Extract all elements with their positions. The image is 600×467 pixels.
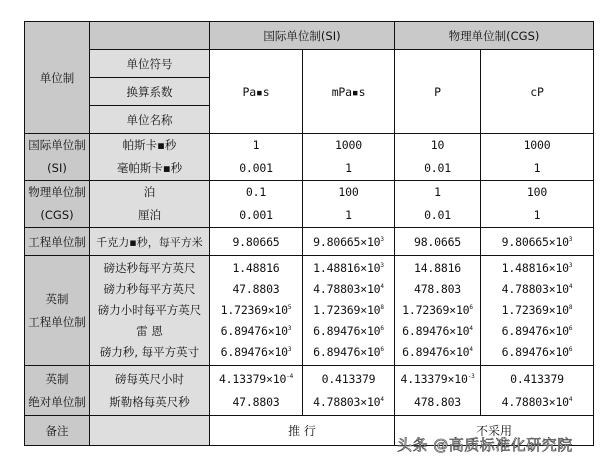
unit-name: 千克力▪秒，每平方米 bbox=[90, 228, 210, 256]
values-mpa-s bbox=[303, 256, 395, 366]
unit-name: 磅力小时每平方英尺 bbox=[97, 303, 202, 317]
value-mpa-s: $9.80665\times 10^3$ bbox=[303, 228, 395, 256]
header-unit-name: 单位名称 bbox=[90, 106, 210, 134]
value-p: 98.0665 bbox=[395, 228, 481, 256]
conversion-value: $6.89476\times 10^6$ bbox=[501, 324, 573, 338]
conversion-value: $4.78803\times 10^4$ bbox=[501, 282, 573, 296]
values-cp: 100 1 bbox=[481, 181, 594, 228]
conversion-value: $6.89476\times 10^4$ bbox=[402, 324, 473, 338]
remarks-blank bbox=[90, 416, 210, 446]
unit-name: 雷 恩 bbox=[136, 324, 163, 338]
conversion-value: $1.72369\times 10^8$ bbox=[501, 303, 573, 317]
values-p: 10 0.01 bbox=[395, 134, 481, 181]
conversion-value: 14.8816 bbox=[413, 261, 462, 275]
values-pa-s bbox=[210, 366, 303, 416]
unit-names bbox=[90, 256, 210, 366]
conversion-value: $6.89476\times 10^4$ bbox=[402, 345, 473, 359]
system-label-si: 国际单位制 (SI) bbox=[25, 134, 90, 181]
system-label-engineering: 工程单位制 bbox=[25, 228, 90, 256]
unit-names bbox=[90, 366, 210, 416]
values-mpa-s: 100 1 bbox=[303, 181, 395, 228]
unit-symbol-pa-s: Pa▪s bbox=[210, 50, 303, 134]
values-cp bbox=[481, 366, 594, 416]
section-english-engineering bbox=[25, 256, 594, 366]
unit-names: 泊 厘泊 bbox=[90, 181, 210, 228]
conversion-value: 0.413379 bbox=[321, 371, 376, 386]
unit-system-corner-label: 单位制 bbox=[25, 22, 90, 134]
unit-name: 斯勒格每英尺秒 bbox=[109, 394, 190, 409]
conversion-value: $6.89476\times 10^3$ bbox=[220, 324, 292, 338]
conversion-value: 0.413379 bbox=[510, 371, 564, 386]
values-p bbox=[395, 256, 481, 366]
unit-name: 磅达秒每平方英尺 bbox=[103, 261, 196, 275]
conversion-value: 1.48816 bbox=[232, 261, 280, 275]
conversion-value: 47.8803 bbox=[232, 394, 280, 409]
unit-names: 帕斯卡▪秒 毫帕斯卡▪秒 bbox=[90, 134, 210, 181]
remarks-label: 备注 bbox=[25, 416, 90, 446]
unit-name: 磅力秒每平方英尺 bbox=[103, 282, 196, 296]
header-unit-symbol: 单位符号 bbox=[90, 50, 210, 78]
watermark: 头条 @高质标准化研究院 bbox=[397, 436, 573, 454]
conversion-value: $4.78803\times 10^4$ bbox=[501, 394, 573, 409]
system-label-cgs: 物理单位制 (CGS) bbox=[25, 181, 90, 228]
conversion-value: $4.13379\times 10^{-4}$ bbox=[218, 371, 294, 386]
values-p: 1 0.01 bbox=[395, 181, 481, 228]
system-label-english-absolute: 英制 绝对单位制 bbox=[25, 366, 90, 416]
section-engineering bbox=[25, 228, 594, 256]
unit-name: 磅力秒, 每平方英寸 bbox=[99, 345, 200, 359]
conversion-value: $6.89476\times 10^3$ bbox=[220, 345, 292, 359]
conversion-value: $6.89476\times 10^6$ bbox=[501, 345, 573, 359]
conversion-value: $1.72369\times 10^6$ bbox=[402, 303, 473, 317]
conversion-value: $6.89476\times 10^6$ bbox=[313, 324, 384, 338]
values-mpa-s bbox=[303, 366, 395, 416]
value-cp: $9.80665\times 10^3$ bbox=[481, 228, 594, 256]
unit-symbol-p: P bbox=[395, 50, 481, 134]
header-blank bbox=[90, 22, 210, 50]
conversion-value: $1.48816\times 10^3$ bbox=[501, 261, 573, 275]
values-cp: 1000 1 bbox=[481, 134, 594, 181]
conversion-value: $4.13379\times 10^{-3}$ bbox=[400, 371, 475, 386]
conversion-value: 478.803 bbox=[413, 394, 462, 409]
section-english-absolute bbox=[25, 366, 594, 416]
remarks-si: 推 行 bbox=[210, 416, 395, 446]
unit-name: 磅每英尺小时 bbox=[115, 371, 184, 386]
conversion-value: 478.803 bbox=[413, 282, 462, 296]
header-conversion-factor: 换算系数 bbox=[90, 78, 210, 106]
values-pa-s: 0.1 0.001 bbox=[210, 181, 303, 228]
conversion-value: $1.72369\times 10^8$ bbox=[313, 303, 384, 317]
values-mpa-s: 1000 1 bbox=[303, 134, 395, 181]
viscosity-unit-conversion-table bbox=[24, 21, 594, 446]
conversion-value: $4.78803\times 10^4$ bbox=[313, 282, 384, 296]
conversion-value: $1.72369\times 10^5$ bbox=[220, 303, 292, 317]
conversion-value: $4.78803\times 10^4$ bbox=[313, 394, 384, 409]
unit-symbol-cp: cP bbox=[481, 50, 594, 134]
values-pa-s bbox=[210, 256, 303, 366]
values-p bbox=[395, 366, 481, 416]
section-cgs bbox=[25, 181, 594, 228]
group-header-cgs: 物理单位制(CGS) bbox=[395, 22, 594, 50]
unit-symbol-mpa-s: mPa▪s bbox=[303, 50, 395, 134]
values-pa-s: 1 0.001 bbox=[210, 134, 303, 181]
conversion-value: 47.8803 bbox=[232, 282, 280, 296]
system-label-english-engineering: 英制 工程单位制 bbox=[25, 256, 90, 366]
conversion-value: $1.48816\times 10^3$ bbox=[313, 261, 384, 275]
group-header-si: 国际单位制(SI) bbox=[210, 22, 395, 50]
value-pa-s: 9.80665 bbox=[210, 228, 303, 256]
values-cp bbox=[481, 256, 594, 366]
remarks-cgs: 不采用 bbox=[395, 416, 594, 446]
section-si bbox=[25, 134, 594, 181]
conversion-value: $6.89476\times 10^6$ bbox=[313, 345, 384, 359]
